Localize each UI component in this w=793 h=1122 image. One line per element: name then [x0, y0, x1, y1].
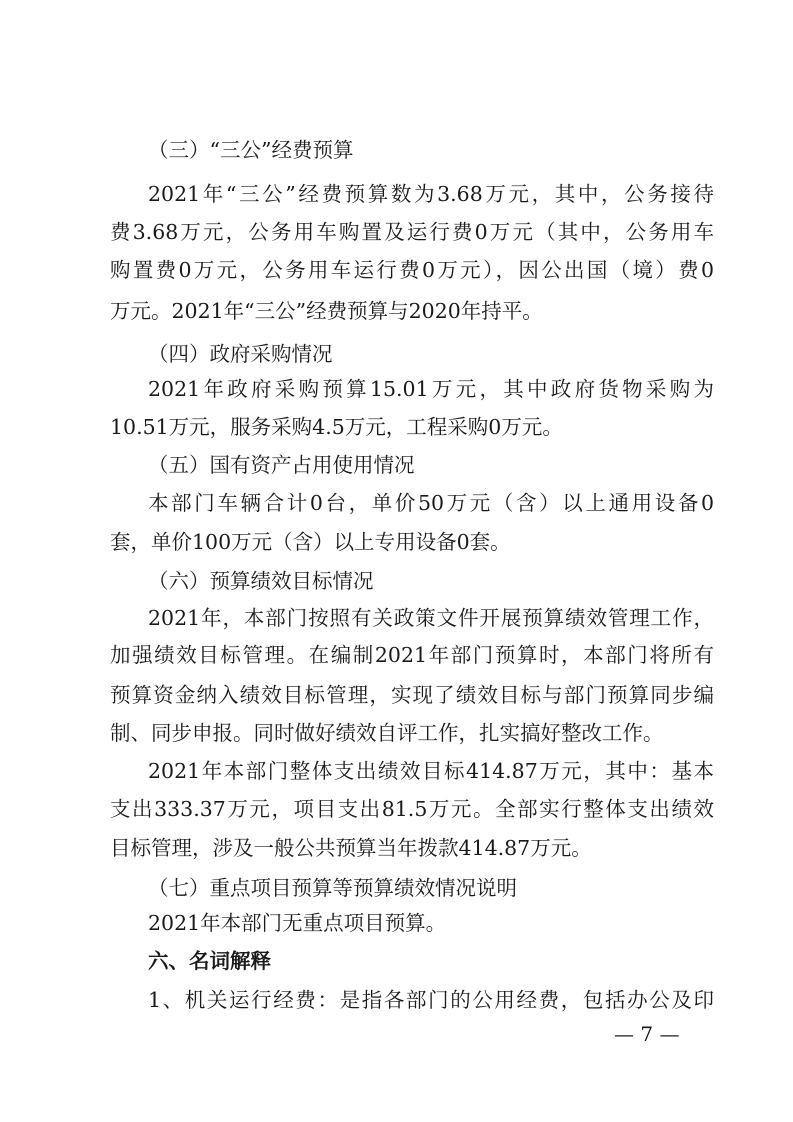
paragraph-line: 2021年政府采购预算15.01万元，其中政府货物采购为: [148, 377, 714, 401]
paragraph-line: 2021年“三公”经费预算数为3.68万元，其中，公务接待: [148, 182, 714, 206]
paragraph-line: 加强绩效目标管理。在编制2021年部门预算时，本部门将所有: [110, 643, 714, 667]
section-heading: （五）国有资产占用使用情况: [148, 453, 415, 477]
paragraph-line: 本部门车辆合计0台，单价50万元（含）以上通用设备0: [148, 491, 714, 515]
paragraph-line: 2021年本部门整体支出绩效目标414.87万元，其中：基本: [148, 759, 714, 783]
section-heading: （四）政府采购情况: [148, 342, 333, 366]
paragraph-line: 套，单价100万元（含）以上专用设备0套。: [110, 530, 511, 554]
page-number: — 7 —: [614, 1022, 680, 1046]
paragraph-line: 1、机关运行经费：是指各部门的公用经费，包括办公及印: [148, 988, 714, 1012]
section-heading: （三）“三公”经费预算: [148, 138, 354, 162]
paragraph-line: 支出333.37万元，项目支出81.5万元。全部实行整体支出绩效: [110, 797, 714, 821]
paragraph-line: 2021年本部门无重点项目预算。: [148, 911, 447, 935]
paragraph-line: 制、同步申报。同时做好绩效自评工作，扎实搞好整改工作。: [110, 721, 664, 745]
paragraph-line: 购置费0万元，公务用车运行费0万元），因公出国（境）费0: [110, 258, 714, 282]
paragraph-line: 2021年，本部门按照有关政策文件开展预算绩效管理工作，: [148, 606, 714, 630]
section-heading: （六）预算绩效目标情况: [148, 569, 374, 593]
paragraph-line: 目标管理，涉及一般公共预算当年拨款414.87万元。: [110, 836, 592, 860]
paragraph-line: 预算资金纳入绩效目标管理，实现了绩效目标与部门预算同步编: [110, 683, 714, 707]
section-heading: （七）重点项目预算等预算绩效情况说明: [148, 876, 517, 900]
paragraph-line: 万元。2021年“三公”经费预算与2020年持平。: [110, 299, 543, 323]
paragraph-line: 费3.68万元，公务用车购置及运行费0万元（其中，公务用车: [110, 220, 714, 244]
chapter-heading: 六、名词解释: [148, 949, 271, 973]
paragraph-line: 10.51万元，服务采购4.5万元，工程采购0万元。: [110, 415, 563, 439]
